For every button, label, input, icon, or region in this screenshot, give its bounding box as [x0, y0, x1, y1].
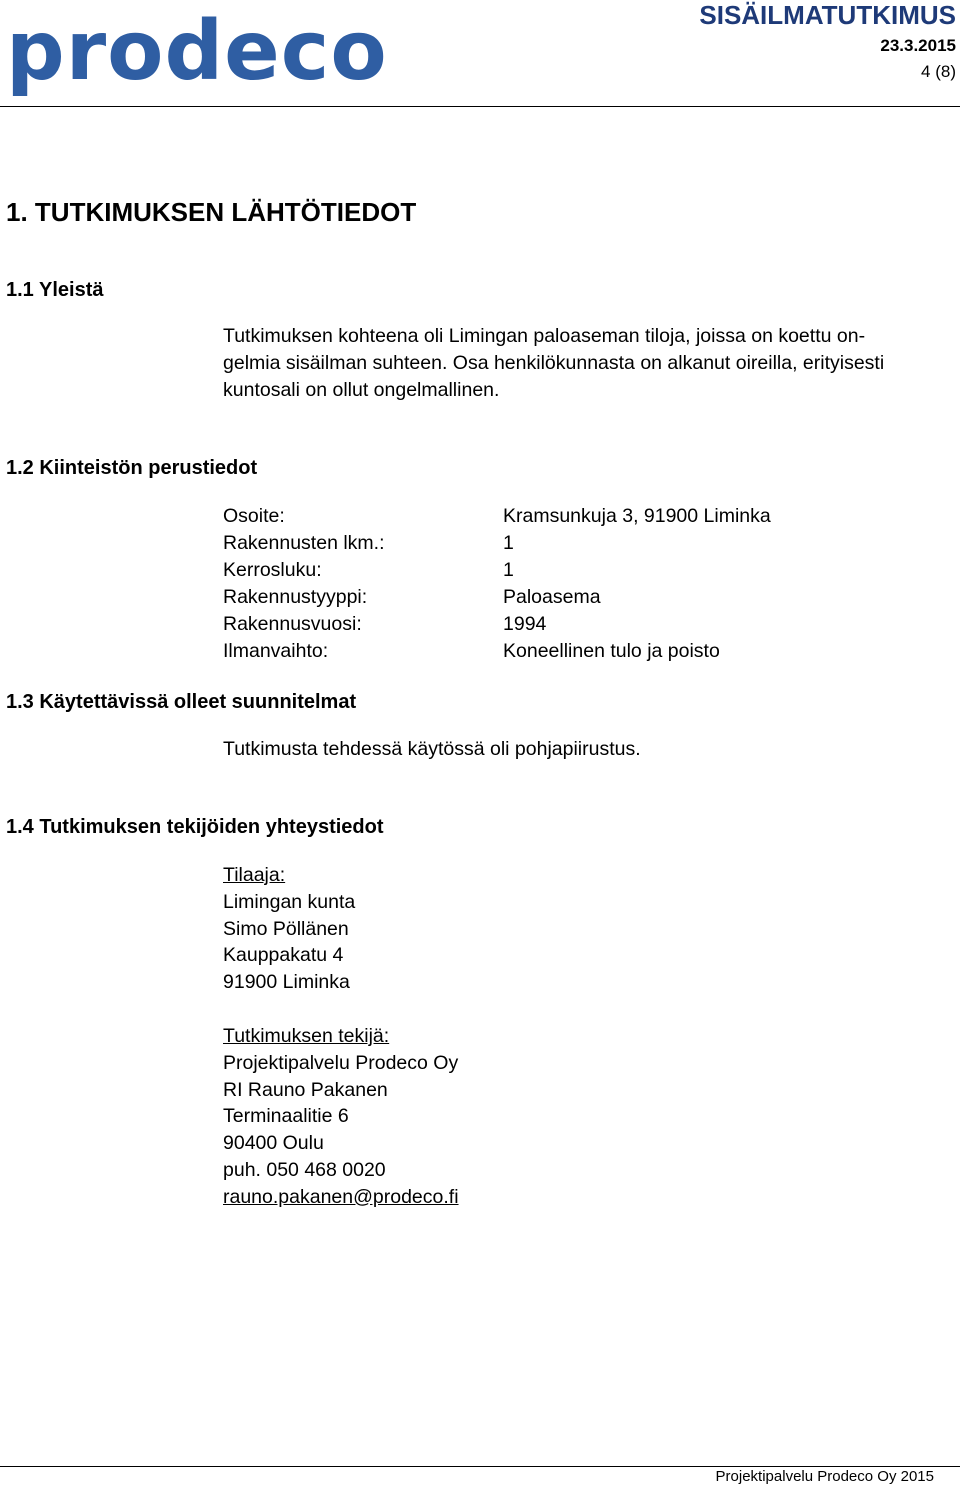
property-value: 1	[503, 559, 514, 581]
section-1-3-heading: 1.3 Käytettävissä olleet suunnitelmat	[6, 691, 357, 713]
researcher-contact	[223, 1023, 459, 1211]
main-heading: 1. TUTKIMUKSEN LÄHTÖTIEDOT	[6, 197, 417, 227]
section-1-1-heading: 1.1 Yleistä	[6, 279, 104, 301]
section-1-3-text: Tutkimusta tehdessä käytössä oli pohjapiirustus.	[223, 738, 641, 760]
property-label: Ilmanvaihto:	[223, 640, 329, 662]
contact-line: RI Rauno Pakanen	[223, 1078, 388, 1101]
client-title: Tilaaja:	[223, 864, 286, 886]
property-label: Rakennusten lkm.:	[223, 532, 385, 554]
contact-line: Simo Pöllänen	[223, 917, 349, 940]
property-value: Kramsunkuja 3, 91900 Liminka	[503, 505, 771, 527]
contact-line: 90400 Oulu	[223, 1132, 324, 1155]
property-value: Paloasema	[503, 586, 601, 608]
footer-text: Projektipalvelu Prodeco Oy 2015	[715, 1468, 934, 1485]
contact-line: Terminaalitie 6	[223, 1105, 349, 1128]
property-value: Koneellinen tulo ja poisto	[503, 640, 720, 662]
company-logo: prodeco	[6, 4, 388, 99]
header-divider	[0, 106, 960, 107]
email-link[interactable]: rauno.pakanen@prodeco.fi	[223, 1185, 459, 1208]
text-line: gelmia sisäilman suhteen. Osa henkilökunnasta on alkanut oireilla, erityisesti	[223, 352, 885, 374]
document-date: 23.3.2015	[880, 36, 956, 55]
footer-divider	[0, 1466, 960, 1467]
section-1-4-heading: 1.4 Tutkimuksen tekijöiden yhteystiedot	[6, 816, 384, 838]
contact-line: 91900 Liminka	[223, 971, 350, 994]
section-1-1-text	[223, 323, 953, 404]
page-number: 4 (8)	[921, 62, 956, 81]
text-line: Tutkimuksen kohteena oli Limingan paloaseman tiloja, joissa on koettu on-	[223, 325, 866, 347]
contact-line: puh. 050 468 0020	[223, 1158, 386, 1181]
client-contact	[223, 862, 355, 996]
contact-line: Kauppakatu 4	[223, 944, 344, 967]
contact-line: Projektipalvelu Prodeco Oy	[223, 1051, 459, 1074]
property-value: 1	[503, 532, 514, 554]
property-value: 1994	[503, 613, 547, 635]
property-label: Rakennusvuosi:	[223, 613, 362, 635]
researcher-title: Tutkimuksen tekijä:	[223, 1025, 390, 1047]
property-label: Rakennustyyppi:	[223, 586, 368, 608]
property-label: Kerrosluku:	[223, 559, 322, 581]
text-line: kuntosali on ollut ongelmallinen.	[223, 379, 500, 401]
property-label: Osoite:	[223, 505, 285, 527]
document-title: SISÄILMATUTKIMUS	[699, 0, 956, 30]
contact-line: Limingan kunta	[223, 890, 356, 913]
section-1-2-heading: 1.2 Kiinteistön perustiedot	[6, 457, 258, 479]
